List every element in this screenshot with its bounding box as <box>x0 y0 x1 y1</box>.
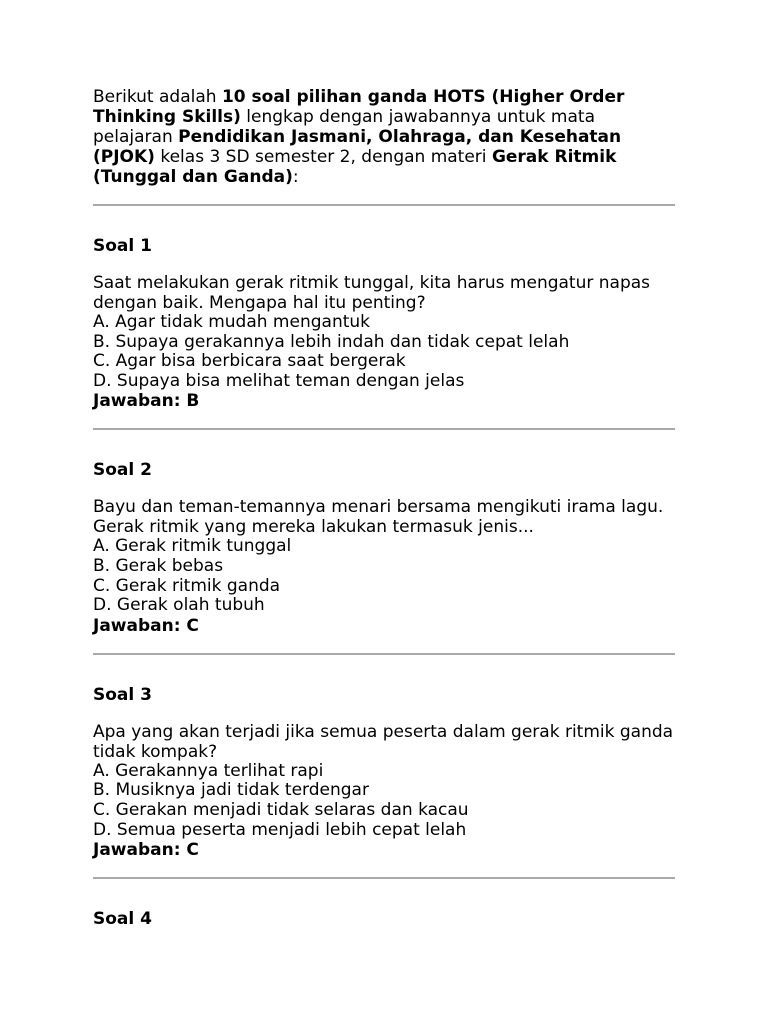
option-a: A. Gerak ritmik tunggal <box>93 536 292 557</box>
intro-paragraph <box>93 87 675 187</box>
option-d: D. Supaya bisa melihat teman dengan jelas <box>93 370 465 391</box>
question-2 <box>93 430 675 635</box>
option-d: D. Gerak olah tubuh <box>93 595 265 616</box>
answer-key: Jawaban: C <box>93 840 199 861</box>
intro-text-2: lengkap dengan jawabannya untuk mata pelajaran <box>93 107 595 147</box>
intro-bold-3: Gerak Ritmik (Tunggal dan Ganda) <box>93 147 617 187</box>
option-d: D. Semua peserta menjadi lebih cepat lelah <box>93 819 467 840</box>
intro-bold-2: Pendidikan Jasmani, Olahraga, dan Kesehatan (PJOK) <box>93 127 622 167</box>
intro-text-4: : <box>292 167 299 187</box>
option-c: C. Gerak ritmik ganda <box>93 575 281 596</box>
question-title: Soal 4 <box>93 909 152 930</box>
question-text: Saat melakukan gerak ritmik tunggal, kita harus mengatur napas dengan baik. Mengapa hal itu penting? <box>93 273 651 313</box>
option-c: C. Agar bisa berbicara saat bergerak <box>93 351 406 372</box>
answer-key: Jawaban: C <box>93 615 199 636</box>
intro-bold-1: 10 soal pilihan ganda HOTS (Higher Order Thinking Skills) <box>93 87 625 127</box>
option-b: B. Gerak bebas <box>93 555 224 576</box>
question-text: Bayu dan teman-temannya menari bersama mengikuti irama lagu. Gerak ritmik yang mereka lakukan termasuk jenis... <box>93 497 664 538</box>
option-a: A. Agar tidak mudah mengantuk <box>93 312 370 332</box>
question-4 <box>93 879 675 929</box>
question-title: Soal 1 <box>93 236 152 256</box>
option-b: B. Supaya gerakannya lebih indah dan tidak cepat lelah <box>93 331 570 352</box>
intro-text-1: Berikut adalah <box>93 87 222 107</box>
question-3 <box>93 655 675 860</box>
option-b: B. Musiknya jadi tidak terdengar <box>93 780 369 801</box>
option-c: C. Gerakan menjadi tidak selaras dan kacau <box>93 799 469 820</box>
question-1 <box>93 206 675 411</box>
document-page <box>93 87 675 929</box>
question-title: Soal 2 <box>93 460 152 481</box>
intro-text-3: kelas 3 SD semester 2, dengan materi <box>154 147 492 167</box>
question-text: Apa yang akan terjadi jika semua peserta dalam gerak ritmik ganda tidak kompak? <box>93 721 674 762</box>
answer-key: Jawaban: B <box>93 391 200 412</box>
question-title: Soal 3 <box>93 684 152 705</box>
option-a: A. Gerakannya terlihat rapi <box>93 760 324 781</box>
